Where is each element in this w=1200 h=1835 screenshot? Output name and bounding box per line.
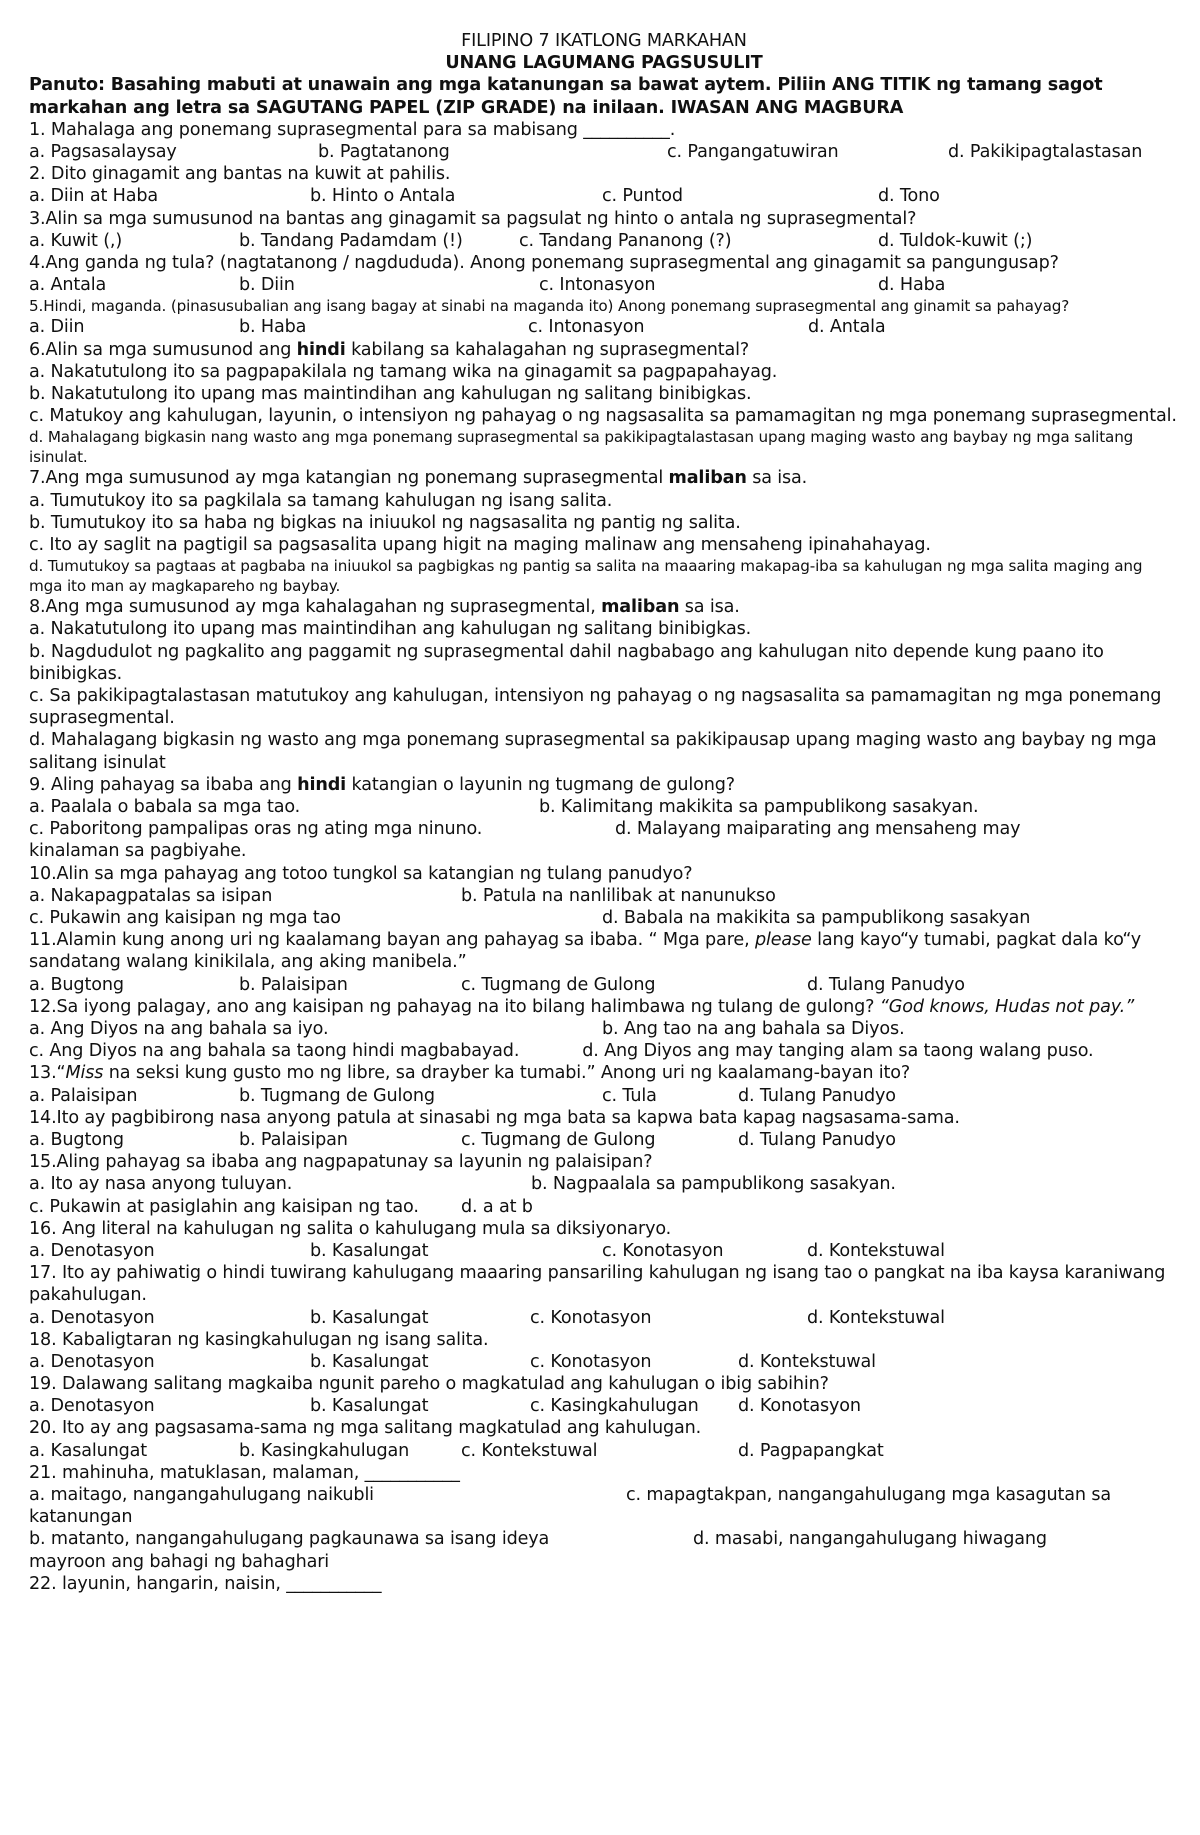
option-d: d. a at b xyxy=(461,1196,533,1217)
question-21: 21. mahinuha, matuklasan, malaman, ___________ xyxy=(29,1462,460,1483)
question-10-options-cd xyxy=(29,907,1179,929)
question-6: 6.Alin sa mga sumusunod ang hindi kabilang sa kahalagahan ng suprasegmental? xyxy=(29,339,750,360)
question-5: 5.Hindi, maganda. (pinasusubalian ang isang bagay at sinabi na maganda ito) Anong ponemang suprasegmental ang ginamit sa pahayag? xyxy=(29,297,1070,316)
question-12: 12.Sa iyong palagay, ano ang kaisipan ng pahayag na ito bilang halimbawa ng tulang de gulong? “God knows, Hudas not pay.” xyxy=(29,996,1135,1017)
option-b: b. Nagpaalala sa pampublikong sasakyan. xyxy=(531,1174,896,1195)
option-d: d. Antala xyxy=(808,317,886,338)
option-b: b. Tugmang de Gulong xyxy=(239,1085,435,1106)
question-19-options xyxy=(29,1395,1179,1417)
option-c: c. Sa pakikipagtalastasan matutukoy ang kahulugan, intensiyon ng pahayag o ng nagsasalita sa pamamagitan ng mga ponemang suprasegmental. xyxy=(29,686,1162,729)
option-b: b. Nagdudulot ng pagkalito ang paggamit ng suprasegmental dahil nagbabago ang kahulugan nito depende kung paano ito binibigkas. xyxy=(29,641,1104,684)
question-13-options xyxy=(29,1085,1179,1107)
option-d: d. Tulang Panudyo xyxy=(738,1085,896,1106)
question-14: 14.Ito ay pagbibirong nasa anyong patula at sinasabi ng mga bata sa kapwa bata kapag nagsasama-sama. xyxy=(29,1107,960,1128)
option-a: a. Diin at Haba xyxy=(29,186,159,207)
question-3: 3.Alin sa mga sumusunod na bantas ang ginagamit sa pagsulat ng hinto o antala ng suprasegmental? xyxy=(29,208,917,229)
option-d: d. Kontekstuwal xyxy=(738,1351,876,1372)
question-21-options-bd xyxy=(29,1528,1179,1550)
option-b: b. Tandang Padamdam (!) xyxy=(239,230,463,251)
option-a: a. Kuwit (,) xyxy=(29,230,123,251)
option-a: a. Ito ay nasa anyong tuluyan. xyxy=(29,1174,293,1195)
option-d: d. Tulang Panudyo xyxy=(807,974,965,995)
option-b: b. Haba xyxy=(239,317,307,338)
option-d: d. Konotasyon xyxy=(738,1396,861,1417)
option-a: a. Kasalungat xyxy=(29,1440,148,1461)
option-c: c. Matukoy ang kahulugan, layunin, o intensiyon ng pahayag o ng nagsasalita sa pamamagitan ng mga ponemang suprasegmental. xyxy=(29,406,1177,427)
question-4: 4.Ang ganda ng tula? (nagtatanong / nagdududa). Anong ponemang suprasegmental ang ginagamit sa pangungusap? xyxy=(29,252,1059,273)
option-b: b. Kasalungat xyxy=(310,1396,429,1417)
option-c: c. Pangangatuwiran xyxy=(667,142,839,163)
option-a: a. Diin xyxy=(29,317,85,338)
option-a: a. Ang Diyos na ang bahala sa iyo. xyxy=(29,1018,329,1039)
option-c: c. Konotasyon xyxy=(530,1307,652,1328)
question-19: 19. Dalawang salitang magkaiba ngunit pareho o magkatulad ang kahulugan o ibig sabihin? xyxy=(29,1374,829,1395)
option-a: a. Tumutukoy ito sa pagkilala sa tamang kahulugan ng isang salita. xyxy=(29,490,613,511)
option-a: a. Nakatutulong ito sa pagpapakilala ng tamang wika na ginagamit sa pagpapahayag. xyxy=(29,361,778,382)
option-c: c. Pukawin ang kaisipan ng mga tao xyxy=(29,907,341,928)
option-b: b. Diin xyxy=(239,275,295,296)
option-a: a. Nakapagpatalas sa isipan xyxy=(29,885,273,906)
option-c: c. Tula xyxy=(602,1085,657,1106)
option-a: a. Bugtong xyxy=(29,1129,124,1150)
option-b: b. matanto, nangangahulugang pagkaunawa sa isang ideya xyxy=(29,1529,550,1550)
option-b: b. Palaisipan xyxy=(239,1129,348,1150)
option-a: a. maitago, nangangahulugang naikubli xyxy=(29,1485,374,1506)
option-d: d. Mahalagang bigkasin nang wasto ang mga ponemang suprasegmental sa pakikipagtalastasan upang maging wasto ang baybay ng mga salitang isinulat. xyxy=(29,428,1134,467)
option-d: d. Haba xyxy=(878,275,946,296)
question-15: 15.Aling pahayag sa ibaba ang nagpapatunay sa layunin ng palaisipan? xyxy=(29,1152,653,1173)
option-c: c. Kasingkahulugan xyxy=(530,1396,699,1417)
question-1: 1. Mahalaga ang ponemang suprasegmental para sa mabisang __________. xyxy=(29,119,676,140)
question-18: 18. Kabaligtaran ng kasingkahulugan ng isang salita. xyxy=(29,1329,489,1350)
option-c: c. Pukawin at pasiglahin ang kaisipan ng tao. xyxy=(29,1196,419,1217)
option-b: b. Kasingkahulugan xyxy=(239,1440,410,1461)
question-21-options-ac xyxy=(29,1484,1179,1506)
option-d: d. Babala na makikita sa pampublikong sasakyan xyxy=(602,907,1031,928)
option-a: a. Paalala o babala sa mga tao. xyxy=(29,797,301,818)
question-14-options xyxy=(29,1129,1179,1151)
option-b: b. Ang tao na ang bahala sa Diyos. xyxy=(602,1018,905,1039)
option-c: c. Kontekstuwal xyxy=(461,1440,598,1461)
option-c: c. Konotasyon xyxy=(530,1351,652,1372)
question-16: 16. Ang literal na kahulugan ng salita o kahulugang mula sa diksiyonaryo. xyxy=(29,1218,672,1239)
option-d: d. Ang Diyos ang may tanging alam sa taong walang puso. xyxy=(582,1041,1094,1062)
option-c: c. Ito ay saglit na pagtigil sa pagsasalita upang higit na maging malinaw ang mensaheng ipinahahayag. xyxy=(29,534,931,555)
question-2: 2. Dito ginagamit ang bantas na kuwit at pahilis. xyxy=(29,164,451,185)
option-b: b. Kasalungat xyxy=(310,1307,429,1328)
option-b: b. Pagtatanong xyxy=(318,142,450,163)
option-a: a. Denotasyon xyxy=(29,1351,155,1372)
option-d-continued: mayroon ang bahagi ng bahaghari xyxy=(29,1551,330,1572)
option-a: a. Denotasyon xyxy=(29,1240,155,1261)
option-d: d. Kontekstuwal xyxy=(807,1307,945,1328)
question-13: 13.“Miss na seksi kung gusto mo ng libre, sa drayber ka tumabi.” Anong uri ng kaalamang-bayan ito? xyxy=(29,1063,911,1084)
option-c-continued: katanungan xyxy=(29,1507,133,1528)
question-4-options xyxy=(29,274,1179,296)
option-c: c. Tugmang de Gulong xyxy=(461,974,656,995)
question-20: 20. Ito ay ang pagsasama-sama ng mga salitang magkatulad ang kahulugan. xyxy=(29,1418,702,1439)
option-b: b. Kalimitang makikita sa pampublikong sasakyan. xyxy=(539,797,979,818)
option-c: c. Tandang Pananong (?) xyxy=(519,230,732,251)
question-12-options-ab xyxy=(29,1018,1179,1040)
option-a: a. Denotasyon xyxy=(29,1307,155,1328)
question-17-options xyxy=(29,1307,1179,1329)
option-c: c. Intonasyon xyxy=(539,275,656,296)
question-2-options xyxy=(29,185,1179,207)
option-a: a. Nakatutulong ito upang mas maintindihan ang kahulugan ng salitang binibigkas. xyxy=(29,619,752,640)
option-d: d. Pakikipagtalastasan xyxy=(948,142,1143,163)
option-b: b. Hinto o Antala xyxy=(310,186,456,207)
question-7: 7.Ang mga sumusunod ay mga katangian ng ponemang suprasegmental maliban sa isa. xyxy=(29,468,808,489)
question-11: 11.Alamin kung anong uri ng kaalamang bayan ang pahayag sa ibaba. “ Mga pare, please lang kayo“y tumabi, pagkat dala ko“y sandatang walang kinikilala, ang aking manibela.” xyxy=(29,930,1142,973)
question-15-options-cd xyxy=(29,1196,1179,1218)
option-d: d. Mahalagang bigkasin ng wasto ang mga ponemang suprasegmental sa pakikipausap upang maging wasto ang baybay ng mga salitang isinulat xyxy=(29,730,1157,773)
question-16-options xyxy=(29,1240,1179,1262)
option-b: b. Kasalungat xyxy=(310,1351,429,1372)
question-11-options xyxy=(29,974,1179,996)
question-3-options xyxy=(29,230,1179,252)
option-d: d. Pagpapangkat xyxy=(738,1440,884,1461)
question-9-options-ab xyxy=(29,796,1179,818)
exam-title: FILIPINO 7 IKATLONG MARKAHAN xyxy=(461,31,747,51)
question-8: 8.Ang mga sumusunod ay mga kahalagahan ng suprasegmental, maliban sa isa. xyxy=(29,597,740,618)
exam-page xyxy=(29,30,1179,1595)
question-20-options xyxy=(29,1440,1179,1462)
question-9: 9. Aling pahayag sa ibaba ang hindi katangian o layunin ng tugmang de gulong? xyxy=(29,774,735,795)
option-b: b. Palaisipan xyxy=(239,974,348,995)
option-c: c. Intonasyon xyxy=(528,317,645,338)
question-15-options-ab xyxy=(29,1173,1179,1195)
option-d: d. Tumutukoy sa pagtaas at pagbaba na iniuukol sa pagbigkas ng pantig sa salita na maaaring makapag-iba sa kahulugan ng mga salita maging ang mga ito man ay magkapareho ng baybay. xyxy=(29,557,1143,596)
question-18-options xyxy=(29,1351,1179,1373)
question-9-options-cd xyxy=(29,818,1179,840)
option-d: d. Malayang maiparating ang mensaheng may xyxy=(615,819,1021,840)
option-d: d. Tono xyxy=(878,186,940,207)
option-a: a. Denotasyon xyxy=(29,1396,155,1417)
option-d: d. Tulang Panudyo xyxy=(738,1129,896,1150)
option-c: c. Tugmang de Gulong xyxy=(461,1129,656,1150)
option-d: d. Tuldok-kuwit (;) xyxy=(878,230,1033,251)
option-a: a. Bugtong xyxy=(29,974,124,995)
option-c: c. Puntod xyxy=(602,186,683,207)
option-b: b. Kasalungat xyxy=(310,1240,429,1261)
exam-subtitle: UNANG LAGUMANG PAGSUSULIT xyxy=(445,53,763,74)
question-12-options-cd xyxy=(29,1040,1179,1062)
instructions: Panuto: Basahing mabuti at unawain ang mga katanungan sa bawat aytem. Piliin ANG TITIK ng tamang sagot markahan ang letra sa SAGUTANG PAPEL (ZIP GRADE) na inilaan. IWASAN ANG MAGBURA xyxy=(29,75,1103,118)
option-b: b. Nakatutulong ito upang mas maintindihan ang kahulugan ng salitang binibigkas. xyxy=(29,383,752,404)
question-22: 22. layunin, hangarin, naisin, ___________ xyxy=(29,1573,382,1594)
option-c: c. Paboritong pampalipas oras ng ating mga ninuno. xyxy=(29,819,483,840)
option-a: a. Pagsasalaysay xyxy=(29,142,177,163)
option-d-continued: kinalaman sa pagbiyahe. xyxy=(29,841,247,862)
option-d: d. Kontekstuwal xyxy=(807,1240,945,1261)
option-a: a. Palaisipan xyxy=(29,1085,138,1106)
option-a: a. Antala xyxy=(29,275,107,296)
option-b: b. Patula na nanlilibak at nanunukso xyxy=(461,885,776,906)
option-c: c. Ang Diyos na ang bahala sa taong hindi magbabayad. xyxy=(29,1041,520,1062)
option-c: c. Konotasyon xyxy=(602,1240,724,1261)
option-d: d. masabi, nangangahulugang hiwagang xyxy=(693,1529,1047,1550)
question-5-options xyxy=(29,316,1179,338)
option-b: b. Tumutukoy ito sa haba ng bigkas na iniuukol ng nagsasalita ng pantig ng salita. xyxy=(29,512,741,533)
question-10: 10.Alin sa mga pahayag ang totoo tungkol sa katangian ng tulang panudyo? xyxy=(29,863,693,884)
question-10-options-ab xyxy=(29,885,1179,907)
option-c: c. mapagtakpan, nangangahulugang mga kasagutan sa xyxy=(626,1485,1112,1506)
question-1-options xyxy=(29,141,1179,163)
question-17: 17. Ito ay pahiwatig o hindi tuwirang kahulugang maaaring pansariling kahulugan ng isang tao o pangkat na iba kaysa karaniwang pakahulugan. xyxy=(29,1263,1166,1306)
